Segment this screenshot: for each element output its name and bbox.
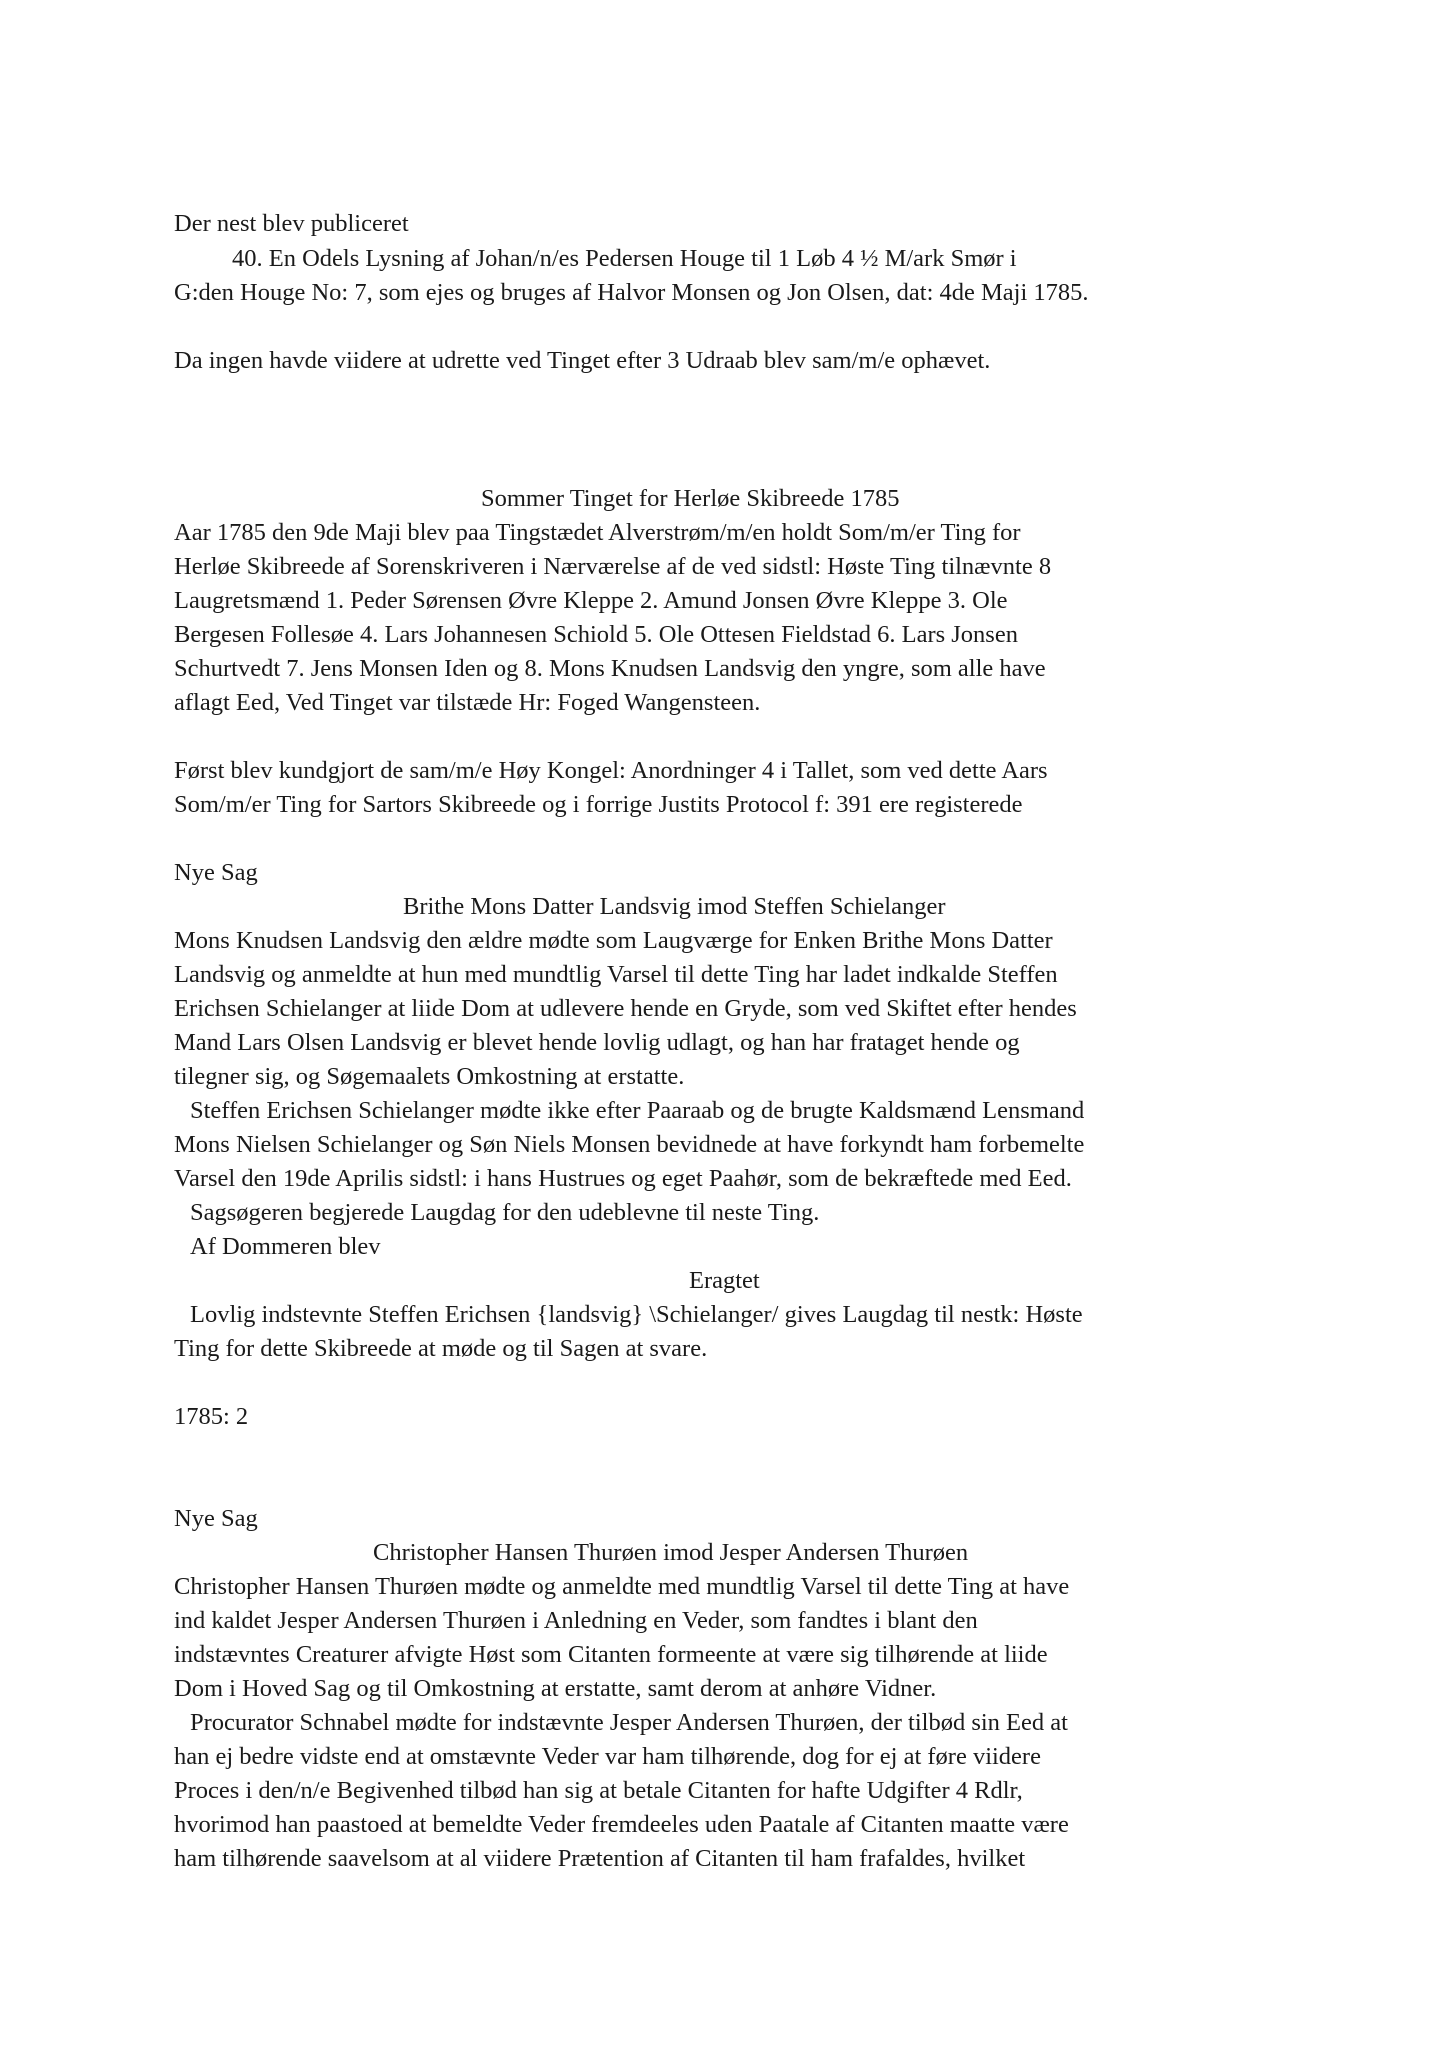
- entry-40-line-2: G:den Houge No: 7, som ejes og bruges af Halvor Monsen og Jon Olsen, dat: 4de Maji 1785.: [174, 279, 1089, 306]
- paragraph-line: hvorimod han paastoed at bemeldte Veder fremdeeles uden Paatale af Citanten maatte være: [174, 1811, 1069, 1838]
- paragraph-line: Af Dommeren blev: [190, 1233, 381, 1260]
- intro-line: Der nest blev publiceret: [174, 210, 409, 237]
- paragraph-line: Sagsøgeren begjerede Laugdag for den udeblevne til neste Ting.: [190, 1199, 820, 1226]
- session-heading: Sommer Tinget for Herløe Skibreede 1785: [481, 485, 900, 512]
- paragraph-line: Mons Knudsen Landsvig den ældre mødte som Laugværge for Enken Brithe Mons Datter: [174, 927, 1053, 954]
- paragraph-line: Schurtvedt 7. Jens Monsen Iden og 8. Mons Knudsen Landsvig den yngre, som alle have: [174, 655, 1046, 682]
- paragraph-line: Mons Nielsen Schielanger og Søn Niels Monsen bevidnede at have forkyndt ham forbemelte: [174, 1131, 1085, 1158]
- paragraph-line: indstævntes Creaturer afvigte Høst som Citanten formeente at være sig tilhørende at liide: [174, 1641, 1048, 1668]
- paragraph-line: aflagt Eed, Ved Tinget var tilstæde Hr: Foged Wangensteen.: [174, 689, 761, 716]
- paragraph-line: ham tilhørende saavelsom at al viidere Prætention af Citanten til ham frafaldes, hvilket: [174, 1845, 1026, 1872]
- paragraph-line: ind kaldet Jesper Andersen Thurøen i Anledning en Veder, som fandtes i blant den: [174, 1607, 978, 1634]
- paragraph-line: Procurator Schnabel mødte for indstævnte Jesper Andersen Thurøen, der tilbød sin Eed at: [190, 1709, 1068, 1736]
- paragraph-line: Laugretsmænd 1. Peder Sørensen Øvre Kleppe 2. Amund Jonsen Øvre Kleppe 3. Ole: [174, 587, 1008, 614]
- paragraph-line: han ej bedre vidste end at omstævnte Veder var ham tilhørende, dog for ej at føre viidere: [174, 1743, 1041, 1770]
- case-title: Christopher Hansen Thurøen imod Jesper Andersen Thurøen: [373, 1539, 969, 1566]
- case-title: Brithe Mons Datter Landsvig imod Steffen Schielanger: [403, 893, 946, 920]
- paragraph-line: Aar 1785 den 9de Maji blev paa Tingstædet Alverstrøm/m/en holdt Som/m/er Ting for: [174, 519, 1021, 546]
- paragraph-line: Proces i den/n/e Begivenhed tilbød han sig at betale Citanten for hafte Udgifter 4 Rdlr,: [174, 1777, 1023, 1804]
- paragraph-line: Bergesen Follesøe 4. Lars Johannesen Schiold 5. Ole Ottesen Fieldstad 6. Lars Jonsen: [174, 621, 1018, 648]
- paragraph-line: Erichsen Schielanger at liide Dom at udlevere hende en Gryde, som ved Skiftet efter hendes: [174, 995, 1077, 1022]
- paragraph-line: Varsel den 19de Aprilis sidstl: i hans Hustrues og eget Paahør, som de bekræftede med Eed.: [174, 1165, 1072, 1192]
- folio-marker: 1785: 2: [174, 1403, 249, 1430]
- paragraph-line: Dom i Hoved Sag og til Omkostning at erstatte, samt derom at anhøre Vidner.: [174, 1675, 937, 1702]
- paragraph-line: Landsvig og anmeldte at hun med mundtlig Varsel til dette Ting har ladet indkalde Steffen: [174, 961, 1058, 988]
- paragraph-line: Steffen Erichsen Schielanger mødte ikke efter Paaraab og de brugte Kaldsmænd Lensmand: [190, 1097, 1085, 1124]
- closing-line: Da ingen havde viidere at udrette ved Tinget efter 3 Udraab blev sam/m/e ophævet.: [174, 347, 991, 374]
- paragraph-line: tilegner sig, og Søgemaalets Omkostning at erstatte.: [174, 1063, 685, 1090]
- paragraph-line: Mand Lars Olsen Landsvig er blevet hende lovlig udlagt, og han har frataget hende og: [174, 1029, 1020, 1056]
- ruling-heading: Eragtet: [689, 1267, 760, 1294]
- case-label: Nye Sag: [174, 859, 258, 886]
- paragraph-line: Herløe Skibreede af Sorenskriveren i Nærværelse af de ved sidstl: Høste Ting tilnævnte 8: [174, 553, 1052, 580]
- case-label: Nye Sag: [174, 1505, 258, 1532]
- paragraph-line: Christopher Hansen Thurøen mødte og anmeldte med mundtlig Varsel til dette Ting at have: [174, 1573, 1070, 1600]
- paragraph-line: Først blev kundgjort de sam/m/e Høy Kongel: Anordninger 4 i Tallet, som ved dette Aars: [174, 757, 1048, 784]
- paragraph-line: Lovlig indstevnte Steffen Erichsen {landsvig} \Schielanger/ gives Laugdag til nestk: Høste: [190, 1301, 1083, 1328]
- paragraph-line: Som/m/er Ting for Sartors Skibreede og i forrige Justits Protocol f: 391 ere registerede: [174, 791, 1023, 818]
- entry-40-line-1: 40. En Odels Lysning af Johan/n/es Pedersen Houge til 1 Løb 4 ½ M/ark Smør i: [232, 245, 1017, 272]
- paragraph-line: Ting for dette Skibreede at møde og til Sagen at svare.: [174, 1335, 708, 1362]
